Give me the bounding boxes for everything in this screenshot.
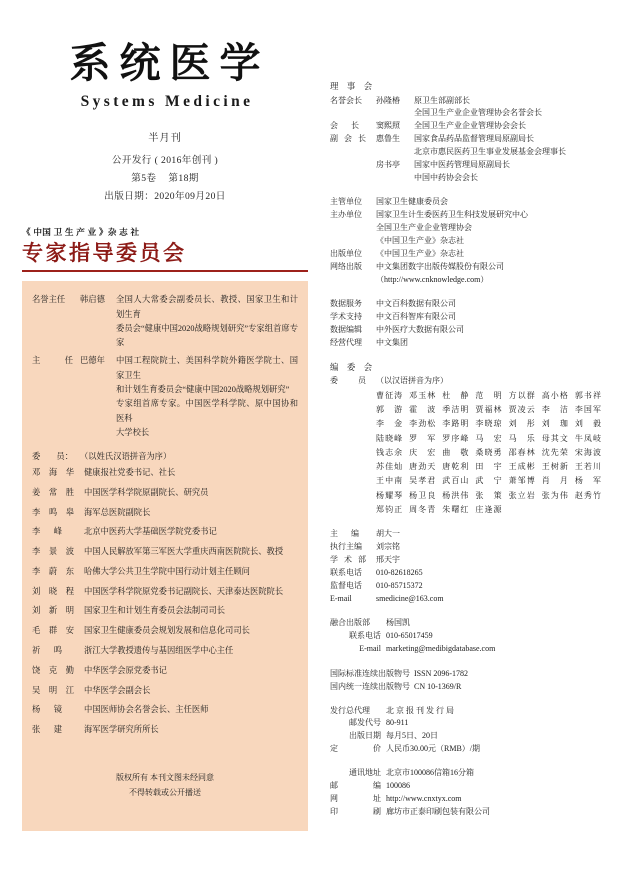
member-title: 哈佛大学公共卫生学院中国行动计划主任顾问 xyxy=(84,566,250,576)
editorial-board-label: 委 员 xyxy=(330,376,366,386)
copyright-line: 不得转载或公开播送 xyxy=(129,787,201,797)
editorial-board-member: 李 晓 琼 xyxy=(475,419,502,429)
publisher-org: 《 中国 卫 生 产 业 》杂 志 社 xyxy=(22,227,140,238)
fusion-row xyxy=(330,617,606,630)
editor-label: 主 编 xyxy=(330,529,359,539)
member-name: 刘 新 明 xyxy=(32,606,74,616)
distribution-agent-label: 发行总代理 xyxy=(330,705,370,715)
service-row xyxy=(330,311,606,324)
editor-row xyxy=(330,580,606,593)
website-label: 网 址 xyxy=(330,794,381,804)
unit-value: 全国卫生产业企业管理协会 xyxy=(376,223,472,233)
editorial-board-member: 王 中 南 xyxy=(376,476,403,486)
publication-frequency: 半月刊 xyxy=(148,133,182,145)
distribution-block xyxy=(330,705,606,757)
council-title: 全国卫生产业企业管理协会名誉会长 xyxy=(414,108,542,118)
issn-row xyxy=(330,667,606,680)
pub-date-label: 出版日期 xyxy=(349,731,381,741)
distribution-row xyxy=(330,705,606,718)
member-row xyxy=(32,486,298,500)
editorial-board-member: 郭 书 祥 xyxy=(574,390,601,400)
council-title: 国家食品药品监督管理局原副局长 xyxy=(414,134,534,144)
fusion-label: 融合出版部 xyxy=(330,617,370,627)
editorial-board-member: 张 为 伟 xyxy=(541,490,568,500)
editorial-board-member: 贾 凌 云 xyxy=(508,405,535,415)
council-block xyxy=(330,80,606,185)
editorial-board-member: 张 策 xyxy=(475,490,502,500)
desc-line: 专家组首席专家。中国医学科学院、原中国协和医科 xyxy=(116,399,298,423)
council-role: 名誉会长 xyxy=(330,95,362,105)
fusion-email[interactable]: marketing@medibigdatabase.com xyxy=(386,643,496,653)
editors-block xyxy=(330,528,606,606)
editorial-board-member: 陆 晓 峰 xyxy=(376,433,403,443)
editor-value: 邢天宇 xyxy=(376,554,400,564)
member-row xyxy=(32,506,298,520)
service-row xyxy=(330,324,606,337)
editorial-board-member: 刘 彤 xyxy=(508,419,535,429)
editorial-board-member: 张 立 岩 xyxy=(508,490,535,500)
editorial-board-member: 范 明 xyxy=(475,390,502,400)
member-row xyxy=(32,525,298,539)
editor-value: 胡大一 xyxy=(376,529,400,539)
contact-block xyxy=(330,767,606,819)
unit-value: 中文集团数字出版传媒股份有限公司 xyxy=(376,261,504,271)
editorial-board-heading: 编 委 会 xyxy=(330,362,376,372)
council-role: 会 长 xyxy=(330,121,359,131)
editorial-board-member: 桑 晓 勇 xyxy=(475,447,502,457)
copyright-notice xyxy=(32,771,298,800)
address-value: 北京市100086信箱16分箱 xyxy=(386,768,474,778)
editorial-board-member: 高 小 格 xyxy=(541,390,568,400)
website-url[interactable]: （http://www.cnknowledge.com） xyxy=(376,274,489,284)
editorial-board-member: 罗 军 xyxy=(409,433,436,443)
phone-label: 联系电话 xyxy=(330,567,362,577)
director-desc xyxy=(116,354,298,440)
members-label: 委 员： xyxy=(32,452,73,462)
honorary-director-desc xyxy=(116,293,298,350)
services-block xyxy=(330,298,606,350)
member-name: 毛 群 安 xyxy=(32,626,74,636)
unit-label: 主办单位 xyxy=(330,210,362,220)
member-title: 中国人民解放军第三军医大学重庆西南医院院长、教授 xyxy=(84,547,284,557)
council-title: 全国卫生产业企业管理协会会长 xyxy=(414,121,526,131)
member-title: 海军总医院副院长 xyxy=(84,507,151,517)
member-name: 李 蔚 东 xyxy=(32,566,74,576)
member-row xyxy=(32,703,298,717)
member-title: 海军医学研究所所长 xyxy=(84,725,159,735)
issue-info xyxy=(22,129,308,206)
editorial-board-member: 王 树 新 xyxy=(541,462,568,472)
editorial-board-body xyxy=(376,375,606,517)
cn-value: CN 10-1369/R xyxy=(414,682,462,692)
postal-code-label: 邮发代号 xyxy=(349,718,381,728)
desc-line: 和计划生育委员会“健康中国2020战略规划研究” xyxy=(116,385,290,395)
unit-value: 国家卫生健康委员会 xyxy=(376,197,448,207)
address-label: 通讯地址 xyxy=(349,768,381,778)
service-value: 中文百科数据有限公司 xyxy=(376,298,456,308)
zipcode-value: 100086 xyxy=(386,781,410,791)
editor-row xyxy=(330,541,606,554)
member-row xyxy=(32,545,298,559)
unit-row xyxy=(330,261,606,274)
editorial-board-member: 杨 耀 琴 xyxy=(376,490,403,500)
price-label: 定 价 xyxy=(330,744,381,754)
members-header xyxy=(32,450,298,462)
fusion-phone-label: 联系电话 xyxy=(349,630,381,640)
editorial-board-member: 方 以 群 xyxy=(508,390,535,400)
editor-row xyxy=(330,567,606,580)
editorial-board-member: 邵 春 林 xyxy=(508,447,535,457)
director-role: 主 任 xyxy=(32,356,73,366)
units-block xyxy=(330,196,606,287)
editorial-board-member: 季 洁 明 xyxy=(442,405,469,415)
issn-label: 国际标准连续出版物号 xyxy=(330,668,410,678)
member-row xyxy=(32,684,298,698)
honorary-director-name: 韩启德 xyxy=(80,295,105,305)
title-divider xyxy=(22,270,308,272)
unit-row xyxy=(330,209,606,222)
unit-value: 国家卫生计生委医药卫生科技发展研究中心 xyxy=(376,210,528,220)
masthead xyxy=(22,18,308,111)
unit-value: 《中国卫生产业》杂志社 xyxy=(376,236,464,246)
editorial-board-member: 唐 乾 利 xyxy=(442,462,469,472)
service-value: 中文百科智库有限公司 xyxy=(376,311,456,321)
editorial-board-member: 朱 曙 红 xyxy=(442,504,469,514)
editorial-board-member: 王 成 彬 xyxy=(508,462,535,472)
volume-label: 第5卷 xyxy=(131,172,157,184)
council-row xyxy=(330,95,606,108)
postal-distribution-code: 80-911 xyxy=(386,718,409,728)
member-title: 中国医学科学院原副院长、研究员 xyxy=(84,487,209,497)
desc-line: 全国人大常委会副委员长、教授、国家卫生和计划生育 xyxy=(116,295,298,319)
editorial-board-member: 周 冬 青 xyxy=(409,504,436,514)
council-title: 原卫生部副部长 xyxy=(414,95,470,105)
email-label: E-mail xyxy=(330,593,352,603)
editor-value: 刘宗铭 xyxy=(376,542,400,552)
unit-label: 主管单位 xyxy=(330,197,362,207)
printer-value: 廊坊市正泰印刷包装有限公司 xyxy=(386,807,490,817)
issn-value: ISSN 2096-1782 xyxy=(414,668,469,678)
fusion-phone: 010-65017459 xyxy=(386,630,433,640)
member-title: 北京中医药大学基础医学院党委书记 xyxy=(84,527,217,537)
members-order-note: （以姓氏汉语拼音为序） xyxy=(80,452,172,462)
editor-row xyxy=(330,554,606,567)
editorial-board-member: 李 国 军 xyxy=(574,405,601,415)
contact-row xyxy=(330,806,606,819)
desc-line: 大学校长 xyxy=(116,427,150,437)
editorial-board-member: 刘 毅 xyxy=(574,419,601,429)
contact-row xyxy=(330,767,606,780)
member-name: 姜 常 胜 xyxy=(32,487,74,497)
left-column xyxy=(14,18,314,862)
editorial-board-member: 吴 孝 君 xyxy=(409,476,436,486)
editorial-board-member: 李 路 明 xyxy=(442,419,469,429)
editorial-board-member: 刘 珈 xyxy=(541,419,568,429)
members-list xyxy=(32,466,298,737)
editorial-board-member: 李 金 xyxy=(376,419,403,429)
expert-committee-panel xyxy=(22,281,308,831)
editorial-board-member: 庆 宏 xyxy=(409,447,436,457)
member-title: 中华医学会副会长 xyxy=(84,685,151,695)
service-label: 数据编辑 xyxy=(330,324,362,334)
contact-row xyxy=(330,793,606,806)
member-row xyxy=(32,723,298,737)
member-name: 饶 克 勤 xyxy=(32,665,74,675)
member-row xyxy=(32,466,298,480)
editorial-board-member: 苏 佳 灿 xyxy=(376,462,403,472)
editor-row xyxy=(330,593,606,606)
editorial-board-member: 肖 月 xyxy=(541,476,568,486)
distribution-agent: 北 京 报 刊 发 行 局 xyxy=(386,705,454,715)
contact-phone: 010-82618265 xyxy=(376,567,423,577)
member-title: 浙江大学教授遗传与基因组医学中心主任 xyxy=(84,645,234,655)
unit-row-cont xyxy=(330,274,606,287)
editorial-board-member: 唐 劲 天 xyxy=(409,462,436,472)
publication-date: 出版日期：2020年09月20日 xyxy=(104,190,226,202)
editorial-board-member: 马 乐 xyxy=(508,433,535,443)
member-row xyxy=(32,585,298,599)
council-role: 副 会 长 xyxy=(330,134,366,144)
desc-line: 中国工程院院士、美国科学院外籍医学院士、国家卫生 xyxy=(116,356,298,380)
unit-row xyxy=(330,248,606,261)
cn-label: 国内统一连续出版物号 xyxy=(330,682,410,692)
editor-label: 学 术 部 xyxy=(330,554,366,564)
council-title: 北京市惠民医药卫生事业发展基金会理事长 xyxy=(414,147,566,157)
honorary-director-entry xyxy=(32,293,298,350)
distribution-info: 公开发行 ( 2016年创刊 ) xyxy=(111,154,219,166)
member-name: 李 景 波 xyxy=(32,547,74,557)
council-name: 房书亭 xyxy=(376,160,400,170)
editorial-board-members xyxy=(330,375,606,517)
editorial-board-member: 杨 军 xyxy=(574,476,601,486)
contact-row xyxy=(330,780,606,793)
council-row-cont xyxy=(330,172,606,185)
editorial-board-member: 邓 玉 林 xyxy=(409,390,436,400)
editorial-board-member: 霍 波 xyxy=(409,405,436,415)
service-value: 中文集团 xyxy=(376,337,408,347)
member-name: 张 建 xyxy=(32,725,62,735)
editorial-board-member: 萧 邹 博 xyxy=(508,476,535,486)
editorial-board-member: 杜 静 xyxy=(442,390,469,400)
editorial-board-member: 赵 秀 竹 xyxy=(574,490,601,500)
council-row xyxy=(330,159,606,172)
member-name: 祈 鸣 xyxy=(32,645,62,655)
email-address[interactable]: smedicine@163.com xyxy=(376,593,444,603)
member-title: 中华医学会原党委书记 xyxy=(84,665,167,675)
desc-line: 委员会“健康中国2020战略规划研究”专家组首席专家 xyxy=(116,323,298,348)
unit-label: 出版单位 xyxy=(330,248,362,258)
editorial-board-member: 曲 敬 xyxy=(442,447,469,457)
service-row xyxy=(330,337,606,350)
member-name: 李 峰 xyxy=(32,527,62,537)
service-label: 数据服务 xyxy=(330,298,362,308)
member-title: 中国医师协会名誉会长、主任医师 xyxy=(84,705,209,715)
editorial-board-member: 贾 福 林 xyxy=(475,405,502,415)
editorial-board-member: 罗 序 峰 xyxy=(442,433,469,443)
editorial-board-member: 母 其 文 xyxy=(541,433,568,443)
member-row xyxy=(32,644,298,658)
member-title: 中国医学科学院原党委书记副院长、天津泰达医院院长 xyxy=(84,586,284,596)
editorial-board-member: 钱 志 余 xyxy=(376,447,403,457)
editorial-board-member: 武 宁 xyxy=(475,476,502,486)
right-column xyxy=(314,18,610,862)
council-row xyxy=(330,133,606,146)
director-entry xyxy=(32,354,298,440)
member-name: 刘 晓 程 xyxy=(32,586,74,596)
council-heading: 理 事 会 xyxy=(330,82,376,91)
council-name: 孙隆椿 xyxy=(376,95,400,105)
council-title: 国家中医药管理局原副局长 xyxy=(414,160,510,170)
service-row xyxy=(330,298,606,311)
member-row xyxy=(32,565,298,579)
editorial-board-member: 沈 先 荣 xyxy=(541,447,568,457)
member-row xyxy=(32,664,298,678)
editorial-board-member: 李 劲 松 xyxy=(409,419,436,429)
fusion-row xyxy=(330,630,606,643)
editor-label: 执行主编 xyxy=(330,542,362,552)
fusion-block xyxy=(330,617,606,656)
member-name: 吴 明 江 xyxy=(32,685,74,695)
member-title: 国家卫生健康委员会规划发展和信息化司司长 xyxy=(84,626,250,636)
zipcode-label: 邮 编 xyxy=(330,781,381,791)
fusion-email-label: E-mail xyxy=(359,643,381,653)
journal-website[interactable]: http://www.cnxtyx.com xyxy=(386,794,462,804)
printer-label: 印 刷 xyxy=(330,807,381,817)
editorial-board-name-grid xyxy=(376,389,606,517)
journal-title-en: Systems Medicine xyxy=(80,93,254,111)
cn-row xyxy=(330,680,606,693)
member-title: 国家卫生和计划生育委员会法制司司长 xyxy=(84,606,226,616)
serial-numbers-block xyxy=(330,667,606,694)
editorial-board-member: 庄 逢 源 xyxy=(475,504,502,514)
member-name: 杨 镜 xyxy=(32,705,62,715)
editorial-board-member: 杨 卫 良 xyxy=(409,490,436,500)
editorial-board-member: 郭 游 xyxy=(376,405,403,415)
editorial-board-member: 宋 海 波 xyxy=(574,447,601,457)
member-name: 李 鸣 皋 xyxy=(32,507,74,517)
supervision-phone-label: 监督电话 xyxy=(330,580,362,590)
director-name: 巴德年 xyxy=(80,356,105,366)
council-row-cont xyxy=(330,146,606,159)
council-row xyxy=(330,120,606,133)
member-row xyxy=(32,604,298,618)
editorial-board-member: 杨 洪 伟 xyxy=(442,490,469,500)
service-value: 中外医疗大数据有限公司 xyxy=(376,324,464,334)
member-name: 邓 海 华 xyxy=(32,468,74,478)
council-row-cont xyxy=(330,107,606,120)
member-title: 健康报社党委书记、社长 xyxy=(84,468,176,478)
unit-label: 网络出版 xyxy=(330,261,362,271)
editorial-board-member: 李 洁 xyxy=(541,405,568,415)
price-value: 人民币30.00元（RMB）/期 xyxy=(386,744,481,754)
supervision-phone: 010-85715372 xyxy=(376,580,423,590)
editorial-board-note: （以汉语拼音为序） xyxy=(376,376,448,386)
issue-label: 第18期 xyxy=(168,172,199,184)
editorial-board-block xyxy=(330,361,606,517)
service-label: 学术支持 xyxy=(330,311,362,321)
journal-title-cn: 系统医学 xyxy=(69,39,270,87)
editorial-board-member: 牛 凤 岐 xyxy=(574,433,601,443)
editorial-board-member: 郑 钧 正 xyxy=(376,504,403,514)
editorial-board-member: 武 百 山 xyxy=(442,476,469,486)
editorial-board-member: 田 宇 xyxy=(475,462,502,472)
council-title: 中国中药协会会长 xyxy=(414,173,478,183)
page-title: 专家指导委员会 xyxy=(22,240,187,266)
service-label: 经营代理 xyxy=(330,337,362,347)
pub-date-value: 每月5日、20日 xyxy=(386,731,438,741)
fusion-row xyxy=(330,643,606,656)
editorial-board-member: 马 宏 xyxy=(475,433,502,443)
member-row xyxy=(32,624,298,638)
volume-issue xyxy=(22,170,308,188)
distribution-row xyxy=(330,717,606,730)
unit-row-cont xyxy=(330,222,606,235)
editorial-board-member: 王 若 川 xyxy=(574,462,601,472)
unit-value: 《中国卫生产业》杂志社 xyxy=(376,248,464,258)
copyright-line: 版权所有 本刊文图未经同意 xyxy=(116,773,214,783)
unit-row-cont xyxy=(330,235,606,248)
distribution-row xyxy=(330,730,606,743)
council-name: 窦熙照 xyxy=(376,121,400,131)
council-name: 惠鲁生 xyxy=(376,134,400,144)
unit-row xyxy=(330,196,606,209)
distribution-row xyxy=(330,743,606,756)
honorary-director-role: 名誉主任 xyxy=(32,295,66,305)
fusion-value: 杨国凯 xyxy=(386,617,410,627)
editorial-board-member: 曹 征 涛 xyxy=(376,390,403,400)
editor-row xyxy=(330,528,606,541)
